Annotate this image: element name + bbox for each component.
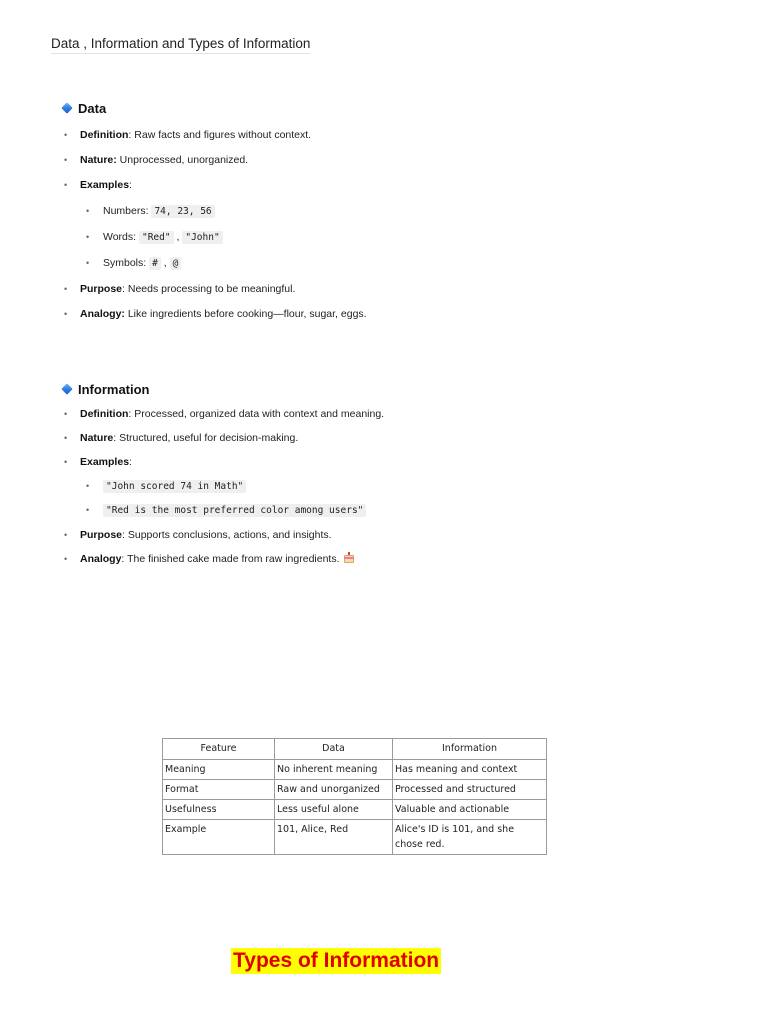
information-heading: [61, 380, 701, 398]
cake-icon: [344, 554, 354, 563]
table-cell: Meaning: [163, 760, 275, 780]
table-cell: Format: [163, 780, 275, 800]
bullet-icon: •: [86, 505, 90, 515]
blue-diamond-icon: [61, 383, 72, 394]
table-cell: Processed and structured: [393, 780, 547, 800]
table-header: Data: [275, 739, 393, 760]
bullet-icon: •: [86, 481, 90, 491]
table-cell: Alice's ID is 101, and she chose red.: [393, 820, 547, 855]
table-cell: Example: [163, 820, 275, 855]
table-cell: 101, Alice, Red: [275, 820, 393, 855]
types-of-information-heading: Types of Information: [233, 949, 440, 972]
code-snippet: "John scored 74 in Math": [103, 480, 246, 493]
code-snippet: @: [170, 257, 182, 270]
table-cell: Valuable and actionable: [393, 800, 547, 820]
table-row: [163, 760, 547, 780]
data-heading-text: Data: [78, 100, 107, 116]
table-header: Information: [393, 739, 547, 760]
data-heading: [61, 99, 701, 117]
table-header-row: [163, 739, 547, 760]
list-item: • Definition: Raw facts and figures without context.: [64, 129, 312, 141]
code-snippet: 74, 23, 56: [151, 205, 214, 218]
bullet-icon: •: [86, 232, 90, 242]
list-item: • Nature: Unprocessed, unorganized.: [64, 154, 249, 166]
list-item: • Analogy: Like ingredients before cooking—flour, sugar, eggs.: [64, 308, 367, 320]
code-snippet: #: [149, 257, 161, 270]
table-row: [163, 780, 547, 800]
list-item: • Purpose: Supports conclusions, actions, and insights.: [64, 529, 332, 541]
list-item: [61, 503, 701, 518]
code-snippet: "Red is the most preferred color among users": [103, 504, 366, 517]
list-item: • Symbols: # , @: [61, 256, 701, 271]
list-item: • Nature: Structured, useful for decision-making.: [64, 432, 299, 444]
bullet-icon: •: [64, 457, 68, 467]
list-item: • Analogy: The finished cake made from raw ingredients.: [61, 552, 701, 566]
bullet-icon: •: [64, 433, 68, 443]
blue-diamond-icon: [61, 102, 72, 113]
bullet-icon: •: [64, 309, 68, 319]
data-section: [61, 99, 701, 321]
page-title: Data , Information and Types of Information: [51, 36, 310, 54]
information-list: [61, 407, 701, 566]
information-section: [61, 380, 701, 566]
table-cell: Has meaning and context: [393, 760, 547, 780]
bullet-icon: •: [86, 258, 90, 268]
bullet-icon: •: [86, 206, 90, 216]
comparison-table: [162, 738, 547, 855]
bullet-icon: •: [64, 130, 68, 140]
table-row: [163, 820, 547, 855]
list-item: • Numbers: 74, 23, 56: [61, 204, 701, 219]
table-header: Feature: [163, 739, 275, 760]
list-item: [61, 479, 701, 494]
code-snippet: "John": [182, 231, 222, 244]
list-item: • Examples:: [64, 456, 132, 468]
list-item: • Words: "Red" , "John": [61, 230, 701, 245]
table-cell: Less useful alone: [275, 800, 393, 820]
bullet-icon: •: [64, 530, 68, 540]
code-snippet: "Red": [139, 231, 174, 244]
data-list: [61, 128, 701, 321]
table-cell: No inherent meaning: [275, 760, 393, 780]
table-cell: Raw and unorganized: [275, 780, 393, 800]
bullet-icon: •: [64, 180, 68, 190]
bullet-icon: •: [64, 409, 68, 419]
table-row: [163, 800, 547, 820]
bullet-icon: •: [64, 284, 68, 294]
list-item: • Definition: Processed, organized data with context and meaning.: [64, 408, 385, 420]
list-item: • Purpose: Needs processing to be meaningful.: [64, 283, 296, 295]
bullet-icon: •: [64, 155, 68, 165]
bullet-icon: •: [64, 554, 68, 564]
information-heading-text: Information: [78, 381, 150, 397]
table-cell: Usefulness: [163, 800, 275, 820]
list-item: • Examples:: [64, 179, 132, 191]
